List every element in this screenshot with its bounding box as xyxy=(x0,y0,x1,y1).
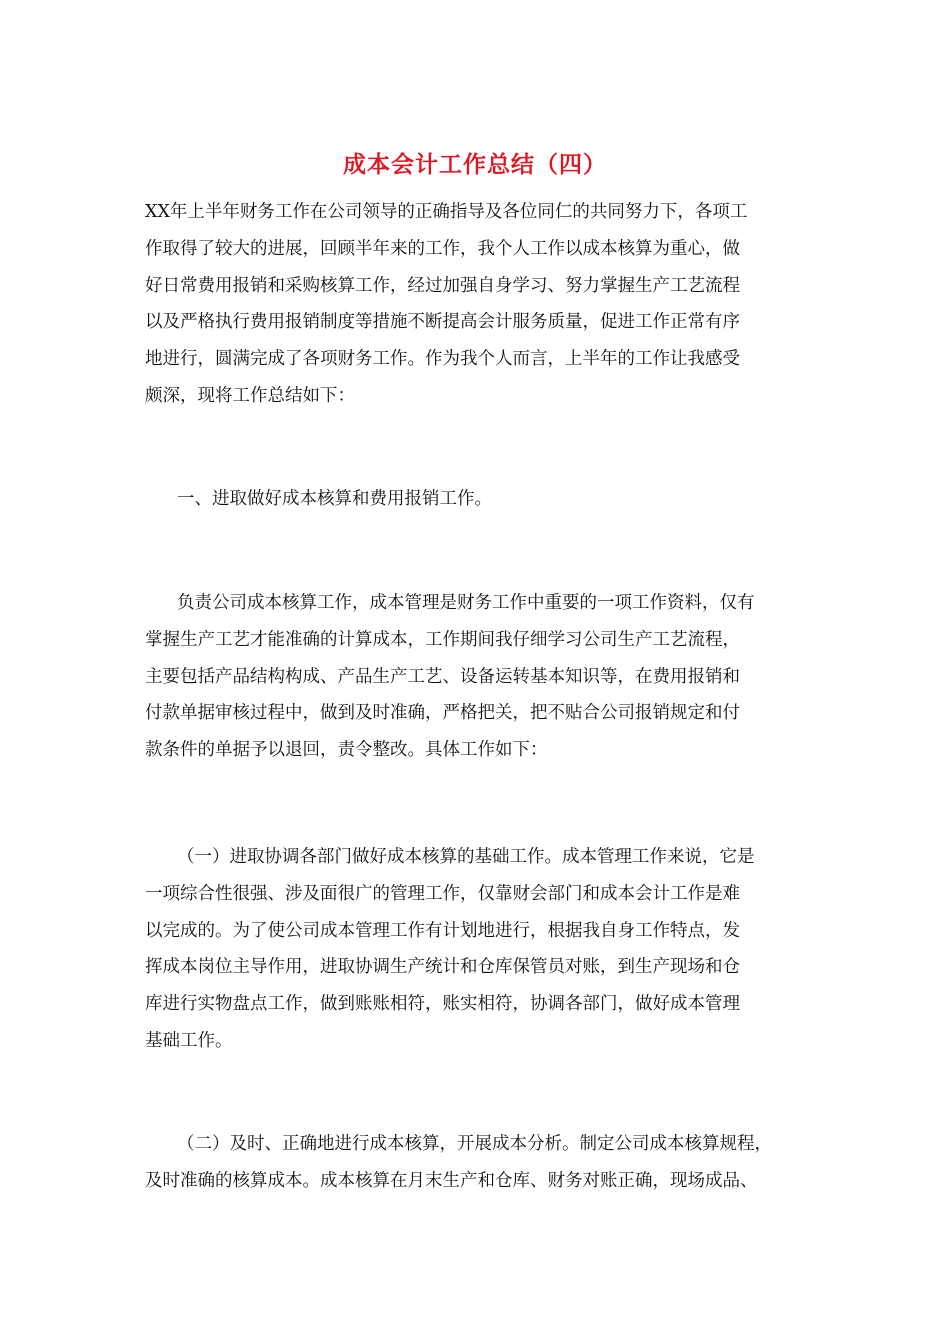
text-line: 基础工作。 xyxy=(145,1030,233,1051)
text-line: 负责公司成本核算工作，成本管理是财务工作中重要的一项工作资料，仅有 xyxy=(177,593,755,613)
paragraph-coordination xyxy=(145,839,810,1060)
text-line: 挥成本岗位主导作用，进取协调生产统计和仓库保管员对账，到生产现场和仓 xyxy=(145,957,740,978)
text-line: 主要包括产品结构构成、产品生产工艺、设备运转基本知识等，在费用报销和 xyxy=(145,666,740,687)
paragraph-cost-accounting xyxy=(145,585,810,769)
text-line: 款条件的单据予以退回，责令整改。具体工作如下： xyxy=(145,740,548,761)
text-line: XX年上半年财务工作在公司领导的正确指导及各位同仁的共同努力下，各项工 xyxy=(145,202,748,222)
text-line: 地进行，圆满完成了各项财务工作。作为我个人而言，上半年的工作让我感受 xyxy=(145,349,740,370)
text-line: 好日常费用报销和采购核算工作，经过加强自身学习、努力掌握生产工艺流程 xyxy=(145,275,740,296)
text-line: 库进行实物盘点工作，做到账账相符，账实相符，协调各部门，做好成本管理 xyxy=(145,994,740,1015)
text-line: 付款单据审核过程中，做到及时准确，严格把关，把不贴合公司报销规定和付 xyxy=(145,703,740,724)
text-line: （二）及时、正确地进行成本核算，开展成本分析。制定公司成本核算规程， xyxy=(177,1134,772,1154)
text-line: 一项综合性很强、涉及面很广的管理工作，仅靠财会部门和成本会计工作是难 xyxy=(145,883,740,904)
text-line: 颇深，现将工作总结如下： xyxy=(145,385,355,406)
document-title: 成本会计工作总结（四） xyxy=(343,152,607,178)
text-line: 以完成的。为了使公司成本管理工作有计划地进行，根据我自身工作特点，发 xyxy=(145,920,740,941)
text-line: 掌握生产工艺才能准确的计算成本，工作期间我仔细学习公司生产工艺流程， xyxy=(145,629,740,650)
text-line: 以及严格执行费用报销制度等措施不断提高会计服务质量，促进工作正常有序 xyxy=(145,312,740,333)
section-heading-text: 一、进取做好成本核算和费用报销工作。 xyxy=(177,489,492,509)
text-line: 及时准确的核算成本。成本核算在月末生产和仓库、财务对账正确，现场成品、 xyxy=(145,1170,758,1191)
paragraph-cost-analysis xyxy=(145,1126,810,1200)
text-line: （一）进取协调各部门做好成本核算的基础工作。成本管理工作来说，它是 xyxy=(177,847,755,867)
text-line: 作取得了较大的进展，回顾半年来的工作，我个人工作以成本核算为重心，做 xyxy=(145,238,740,259)
intro-paragraph xyxy=(145,194,810,415)
section-heading xyxy=(145,481,810,518)
